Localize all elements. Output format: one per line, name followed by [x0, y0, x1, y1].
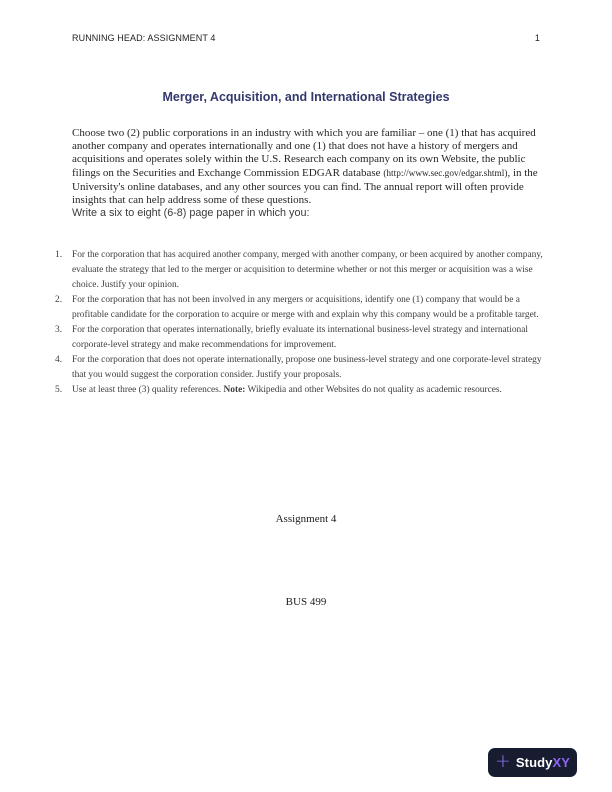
studyxy-logo [488, 748, 577, 777]
list-item-text [72, 248, 547, 293]
list-item [55, 248, 547, 293]
list-item-text [72, 323, 547, 353]
text-segment: For the corporation that operates internationally, briefly evaluate its international business-level strategy and international corporate-level strategy and make recommendations for improvement. [72, 325, 529, 350]
list-item-number: 1. [55, 250, 63, 260]
brand-prefix: Study [515, 755, 553, 770]
course-code: BUS 499 [285, 596, 327, 608]
text-segment: (http://www.sec.gov/edgar.shtml) [383, 168, 508, 179]
text-segment: , in the University's online databases, and any other sources you can find. The annual report will often provide insights that can help address some of these questions. [72, 166, 538, 207]
document-title: Merger, Acquisition, and International Strategies [162, 90, 450, 104]
list-item [55, 383, 547, 398]
list-item-text [72, 353, 547, 383]
list-item-number: 3. [55, 325, 63, 335]
text-segment: Wikipedia and other Websites do not quality as academic resources. [245, 385, 502, 395]
plus-icon: + [494, 750, 511, 772]
requirements-list [55, 248, 547, 398]
page-header [72, 33, 540, 43]
intro-block [72, 127, 542, 220]
list-item [55, 353, 547, 383]
list-item-number: 4. [55, 355, 63, 365]
assignment-label: Assignment 4 [275, 513, 337, 525]
running-head: RUNNING HEAD: ASSIGNMENT 4 [72, 33, 216, 43]
text-segment: For the corporation that does not operate internationally, propose one business-level strategy and one corporate-level strategy that you would suggest the corporation consider. Justify your proposals. [72, 355, 542, 380]
list-item-text [72, 383, 547, 398]
brand-wordmark [516, 755, 570, 770]
list-item-number: 5. [55, 385, 63, 395]
page-number: 1 [534, 33, 540, 43]
list-item-text [72, 293, 547, 323]
list-item [55, 323, 547, 353]
intro-paragraph [72, 127, 542, 207]
text-segment: Note: [223, 385, 246, 395]
text-segment: Choose two (2) public corporations in an industry with which you are familiar – one (1) that has acquired another company and operates internationally and one (1) that does not have a history of mergers and acquisitions and operates solely within the U.S. Research each company on its own Website, the public filings on the Securities and Exchange Commission EDGAR database [72, 127, 536, 179]
brand-suffix: XY [552, 755, 571, 770]
text-segment: For the corporation that has not been involved in any mergers or acquisitions, identify one (1) company that would be a profitable candidate for the corporation to acquire or merge with and explain why this company would be a profitable target. [72, 295, 539, 320]
write-instruction-line: Write a six to eight (6-8) page paper in which you: [72, 207, 310, 220]
text-segment: Use at least three (3) quality references. [72, 385, 224, 395]
list-item [55, 293, 547, 323]
text-segment: For the corporation that has acquired another company, merged with another company, or been acquired by another company, evaluate the strategy that led to the merger or acquisition to determine whether or not this merger or acquisition was a wise choice. Justify your opinion. [72, 250, 543, 290]
list-item-number: 2. [55, 295, 63, 305]
